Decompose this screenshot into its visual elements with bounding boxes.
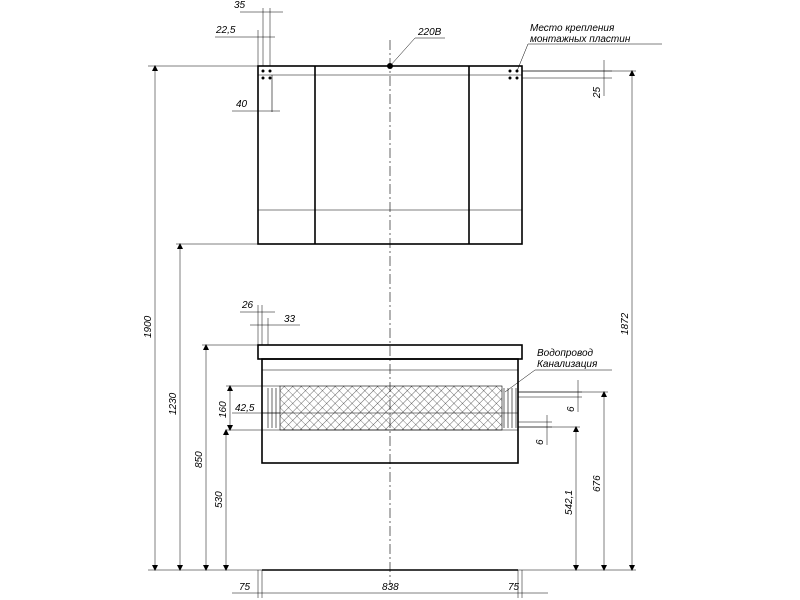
svg-text:35: 35 (234, 0, 246, 11)
svg-text:542,1: 542,1 (564, 489, 575, 515)
svg-text:850: 850 (194, 451, 205, 468)
drain-label: Канализация (537, 359, 598, 370)
plumbing-leader (505, 370, 535, 392)
water-supply-label: Водопровод (537, 348, 594, 359)
dim-542-1 (518, 427, 580, 570)
dim-75-left: 75 (239, 582, 251, 593)
dim-6-upper (518, 380, 582, 412)
svg-text:530: 530 (214, 491, 225, 508)
svg-text:26: 26 (242, 300, 254, 311)
svg-text:1230: 1230 (168, 392, 179, 415)
svg-text:1900: 1900 (143, 315, 154, 338)
svg-text:160: 160 (218, 401, 229, 418)
dim-1872 (518, 71, 636, 570)
dim-838: 838 (382, 582, 399, 593)
svg-text:33: 33 (284, 314, 296, 325)
svg-text:1872: 1872 (620, 312, 631, 335)
svg-text:25: 25 (592, 86, 603, 98)
dim-75-right: 75 (508, 582, 520, 593)
power-label: 220В (418, 27, 442, 38)
svg-text:22,5: 22,5 (216, 25, 236, 36)
svg-text:42,5: 42,5 (235, 403, 255, 414)
dim-22-5 (215, 25, 275, 66)
dim-42-5 (232, 403, 280, 414)
dim-676 (518, 392, 608, 570)
dim-530 (214, 430, 226, 570)
svg-text:6: 6 (566, 406, 577, 412)
dim-35 (234, 0, 283, 66)
dim-6-lower (518, 415, 552, 445)
dim-1900 (143, 66, 262, 570)
svg-text:6: 6 (535, 439, 546, 445)
dim-40 (232, 99, 280, 111)
mount-label-line1: Место крепления (530, 23, 615, 34)
svg-text:676: 676 (592, 475, 603, 492)
dim-26 (240, 300, 275, 345)
svg-text:40: 40 (236, 99, 248, 110)
dim-33 (250, 314, 300, 345)
plumbing-zone-hatch (280, 386, 502, 430)
power-leader (390, 38, 415, 66)
dim-25 (522, 60, 612, 99)
mount-label-line2: монтажных пластин (530, 34, 631, 45)
